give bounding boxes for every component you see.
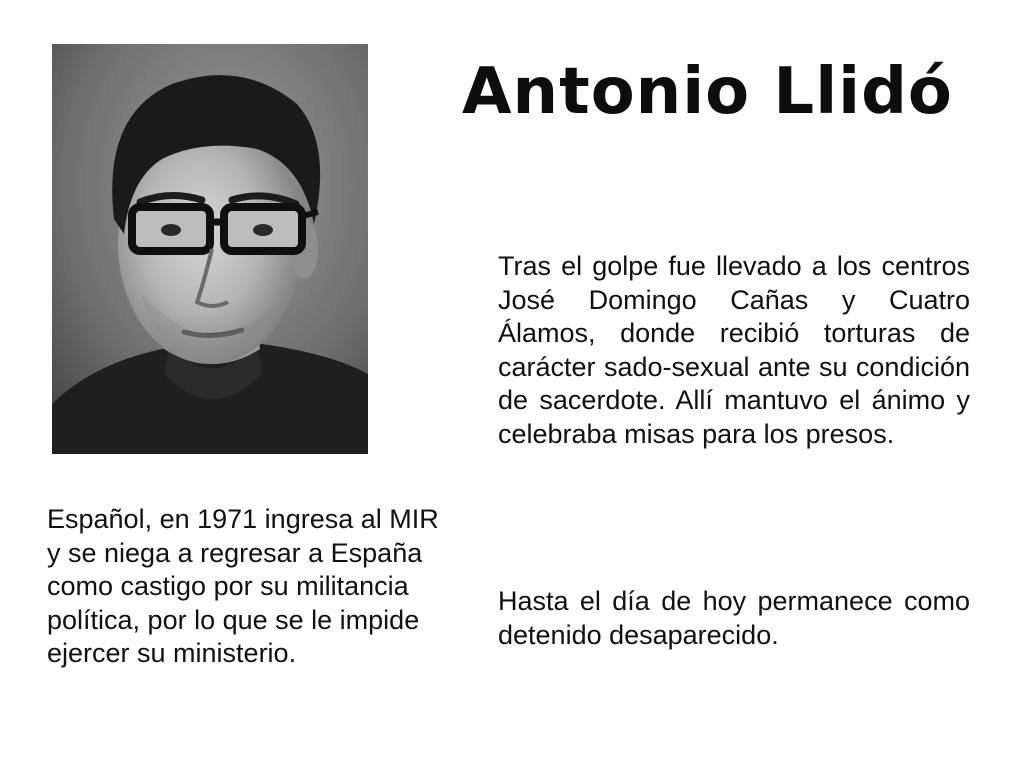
paragraph-capture-and-torture: Tras el golpe fue llevado a los centros José Domingo Cañas y Cuatro Álamos, donde recibió torturas de carácter sado-sexual ante su condición de sacerdote. Allí mantuvo el ánimo y celebraba misas para los presos. [498,251,970,449]
slide-title: Antonio Llidó [462,55,953,129]
paragraph-biography: Español, en 1971 ingresa al MIR y se niega a regresar a España como castigo por su militancia política, por lo que se le impide ejercer su ministerio. [47,504,439,668]
paragraph-disappeared-status: Hasta el día de hoy permanece como detenido desaparecido. [498,586,970,650]
portrait-photo [52,44,368,454]
portrait-illustration [52,44,368,454]
